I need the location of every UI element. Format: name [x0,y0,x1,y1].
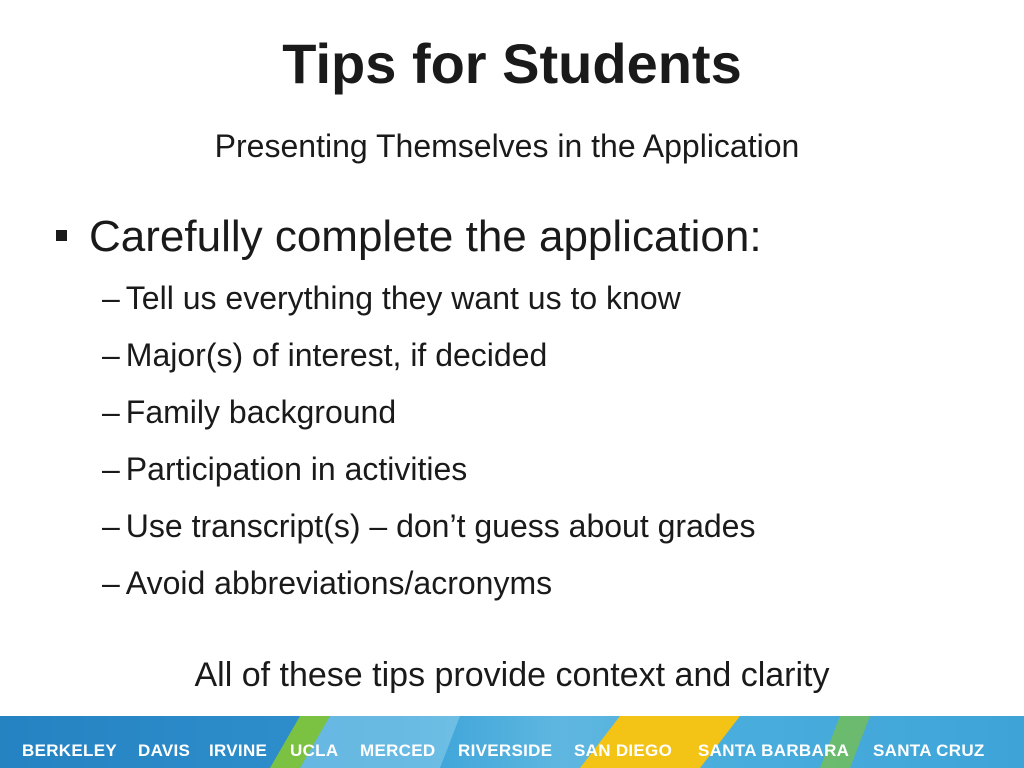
sub-bullet-text: Use transcript(s) – don’t guess about grades [125,508,756,544]
sub-bullet-text: Major(s) of interest, if decided [125,337,548,373]
sub-bullet-text: Participation in activities [125,451,468,487]
sub-bullet-item [102,335,755,392]
sub-bullet-text: Family background [125,394,397,430]
dash-marker: – [102,394,120,430]
slide-title: Tips for Students [282,32,742,95]
slide-subtitle: Presenting Themselves in the Application [214,128,800,164]
main-bullet [56,212,762,262]
sub-bullet-item [102,278,755,335]
dash-marker: – [102,565,120,601]
campus-berkeley: BERKELEY [22,741,117,760]
sub-bullet-item [102,506,755,563]
square-bullet-icon [56,230,67,241]
campus-riverside: RIVERSIDE [458,741,553,760]
sub-bullet-item [102,449,755,506]
campus-santa-barbara: SANTA BARBARA [698,741,850,760]
dash-marker: – [102,451,120,487]
uc-campus-banner [0,716,1024,768]
campus-davis: DAVIS [138,741,191,760]
sub-bullet-text: Avoid abbreviations/acronyms [125,565,553,601]
sub-bullet-text: Tell us everything they want us to know [125,280,681,316]
dash-marker: – [102,508,120,544]
campus-irvine: IRVINE [209,741,268,760]
dash-marker: – [102,280,120,316]
campus-ucla: UCLA [290,741,339,760]
campus-san-diego: SAN DIEGO [574,741,673,760]
dash-marker: – [102,337,120,373]
sub-bullet-item [102,392,755,449]
closing-statement: All of these tips provide context and clarity [194,656,830,694]
campus-santa-cruz: SANTA CRUZ [873,741,985,760]
main-bullet-text: Carefully complete the application: [89,212,762,261]
sub-bullet-item [102,563,755,620]
campus-merced: MERCED [360,741,436,760]
campus-list [0,716,1024,768]
sub-bullet-list [102,278,755,620]
